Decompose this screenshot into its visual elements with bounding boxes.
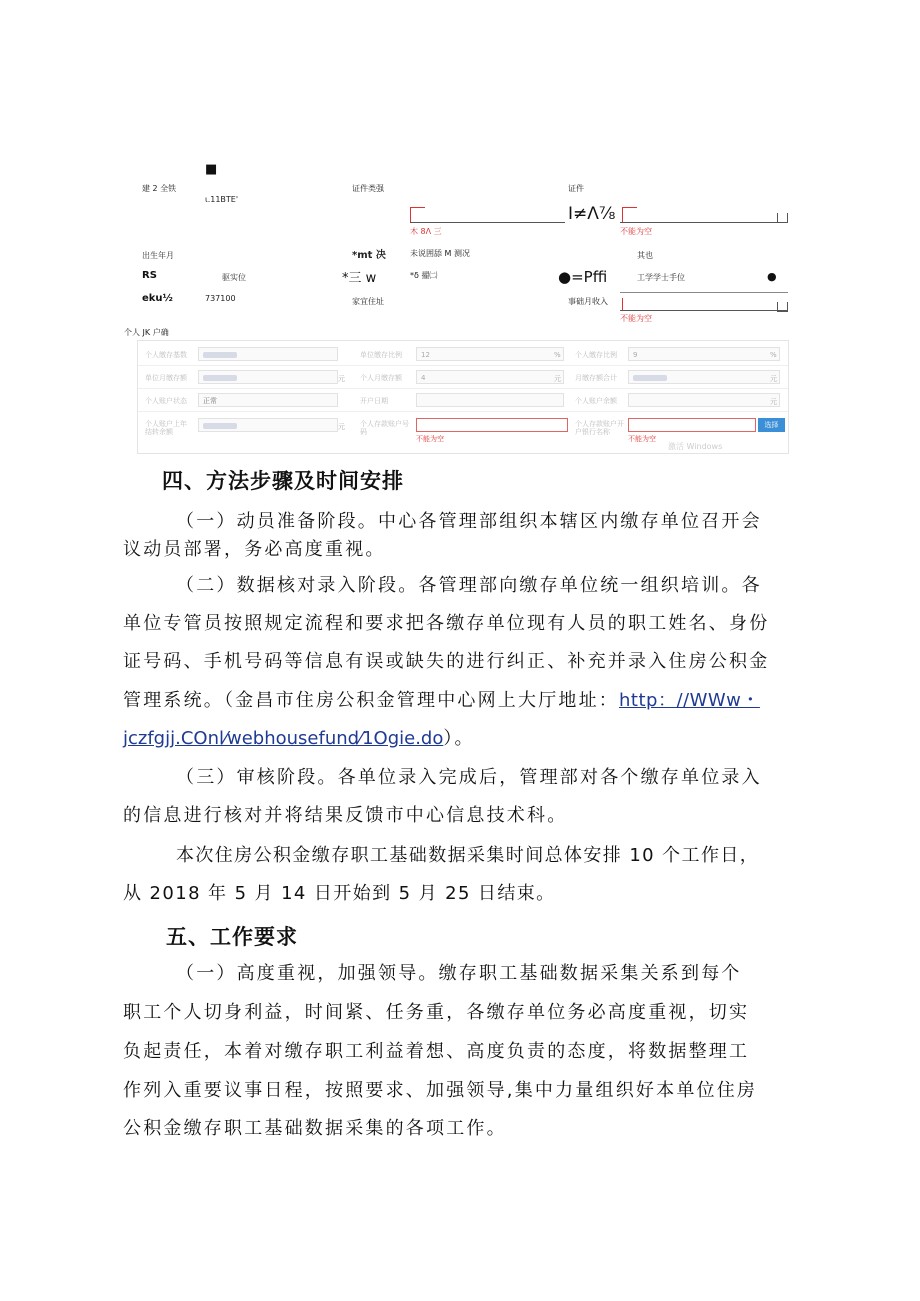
id-error: 不能为空: [620, 227, 652, 236]
hall-url-link[interactable]: http：//WWw・: [619, 690, 760, 711]
table-label: 月缴存额合计: [575, 374, 617, 382]
income-topline: [620, 292, 788, 293]
table-unit: 元: [338, 375, 345, 383]
field-value-degree: 工学学士手位: [637, 273, 685, 282]
id-underline: [620, 222, 788, 223]
field-label-rs: RS: [142, 270, 157, 281]
table-label: 单位缴存比例: [360, 351, 402, 359]
account-table: [137, 340, 789, 454]
field-label-pffi: ●=Pffi: [558, 268, 608, 286]
field-label-marital: 未说囲舔 M 测况: [410, 249, 470, 258]
paragraph-line: 公积金缴存职工基础数据采集的各项工作。: [123, 1118, 507, 1139]
paragraph-line: 的信息进行核对并将结果反馈市中心信息技术科。: [123, 805, 568, 826]
bank-name-input[interactable]: [628, 418, 756, 432]
id-type-error: 木 8Λ 三: [410, 227, 442, 236]
bank-name-error: 不能为空: [628, 435, 656, 443]
paragraph-line: （一）高度重视，加强领导。缴存职工基础数据采集关系到每个: [176, 963, 742, 984]
paragraph-line: 职工个人切身利益，时间紧、任务重，各缴存单位务必高度重视，切实: [123, 1002, 750, 1023]
paragraph-line: 从 2018 年 5 月 14 日开始到 5 月 25 日结束。: [123, 883, 556, 904]
marker-square: ■: [205, 162, 218, 177]
table-label: 个人账户状态: [145, 397, 187, 405]
table-label: 个人账户上年结转余额: [145, 420, 187, 436]
select-button[interactable]: 选择: [758, 418, 785, 432]
field-label-birth: 出生年月: [142, 251, 174, 260]
table-label: 个人缴存比例: [575, 351, 617, 359]
field-value-postcode: 737100: [205, 294, 236, 303]
table-field[interactable]: [198, 347, 338, 361]
table-unit: 元: [770, 398, 777, 406]
income-underline: [620, 310, 788, 311]
table-unit: 元: [338, 423, 345, 431]
paragraph-text: 管理系统。（金昌市住房公积金管理中心网上大厅地址：: [123, 690, 619, 711]
paragraph-line: 作列入重要议事日程，按照要求、加强领导,集中力量组织好本单位住房: [123, 1080, 758, 1101]
field-label-id: 证件: [568, 184, 584, 193]
id-mid-text: I≠Λ⅞: [568, 204, 616, 224]
heading-section-4: 四、方法步骤及时间安排: [162, 469, 404, 493]
income-error: 不能为空: [620, 314, 652, 323]
field-label-income: 事础月收入: [568, 297, 608, 306]
section-account-title: 个人 JK 户确: [124, 328, 169, 337]
table-field[interactable]: 正常: [198, 393, 338, 407]
paragraph-line: （三）审核阶段。各单位录入完成后，管理部对各个缴存单位录入: [176, 767, 762, 788]
paragraph-line: [123, 727, 475, 751]
paragraph-line: 本次住房公积金缴存职工基础数据采集时间总体安排 10 个工作日，: [176, 845, 760, 866]
table-unit: %: [554, 351, 561, 359]
account-number-error: 不能为空: [416, 435, 444, 443]
field-label-w: *三 w: [342, 271, 377, 286]
paragraph-line: 议动员部署，务必高度重视。: [123, 539, 386, 560]
field-value-rs: 驱实位: [222, 273, 246, 282]
dot-marker: ●: [767, 270, 777, 283]
id-type-underline: [410, 222, 565, 223]
table-unit: 元: [554, 375, 561, 383]
table-label: 个人账户余额: [575, 397, 617, 405]
table-label: 开户日期: [360, 397, 388, 405]
table-field[interactable]: 9: [628, 347, 780, 361]
field-label-mt: *mt 决: [352, 250, 386, 261]
table-field[interactable]: [628, 393, 780, 407]
field-value-name: ι.11BTE': [205, 195, 239, 204]
table-field[interactable]: [198, 418, 338, 432]
field-label-degree: *δ 擢㈡: [410, 271, 438, 280]
paragraph-text: ）。: [443, 728, 475, 749]
hall-url-link-cont[interactable]: jczfgjj.COnl⁄webhousefund⁄1Ogie.do: [123, 728, 444, 749]
table-label: 个人存款账户号码: [360, 420, 409, 436]
table-label: 个人缴存基数: [145, 351, 187, 359]
paragraph-line: （一）动员准备阶段。中心各管理部组织本辖区内缴存单位召开会: [176, 511, 762, 532]
paragraph-line: 证号码、手机号码等信息有误或缺失的进行纠正、补充并录入住房公积金: [123, 651, 770, 672]
heading-section-5: 五、工作要求: [166, 925, 298, 949]
table-row: [138, 389, 788, 412]
table-label: 单位月缴存额: [145, 374, 187, 382]
field-label-id-type: 证件类强: [352, 184, 384, 193]
income-checkbox[interactable]: [777, 302, 788, 312]
table-field[interactable]: [198, 370, 338, 384]
table-unit: 元: [770, 375, 777, 383]
id-input[interactable]: [622, 207, 637, 222]
table-row: [138, 343, 788, 366]
table-field[interactable]: [416, 393, 564, 407]
field-label-name: 建 2 全铁: [142, 184, 177, 193]
windows-watermark: 激活 Windows: [668, 442, 723, 451]
table-label: 个人存款账户开户银行名称: [575, 420, 624, 436]
paragraph-line: 负起责任，本着对缴存职工利益着想、高度负责的态度，将数据整理工: [123, 1041, 750, 1062]
table-row: [138, 366, 788, 389]
id-type-input[interactable]: [410, 207, 425, 222]
account-number-input[interactable]: [416, 418, 568, 432]
field-label-other: 其也: [637, 251, 653, 260]
income-input[interactable]: [622, 298, 623, 310]
id-checkbox[interactable]: [777, 213, 788, 223]
field-label-eku: eku½: [142, 293, 173, 304]
table-label: 个人月缴存额: [360, 374, 402, 382]
table-field[interactable]: [628, 370, 780, 384]
table-unit: %: [770, 351, 777, 359]
field-label-address: 家宜住址: [352, 297, 384, 306]
paragraph-line: [123, 689, 760, 713]
table-field[interactable]: 12: [416, 347, 564, 361]
paragraph-line: 单位专管员按照规定流程和要求把各缴存单位现有人员的职工姓名、身份: [123, 613, 770, 634]
paragraph-line: （二）数据核对录入阶段。各管理部向缴存单位统一组织培训。各: [176, 575, 762, 596]
table-field[interactable]: 4: [416, 370, 564, 384]
